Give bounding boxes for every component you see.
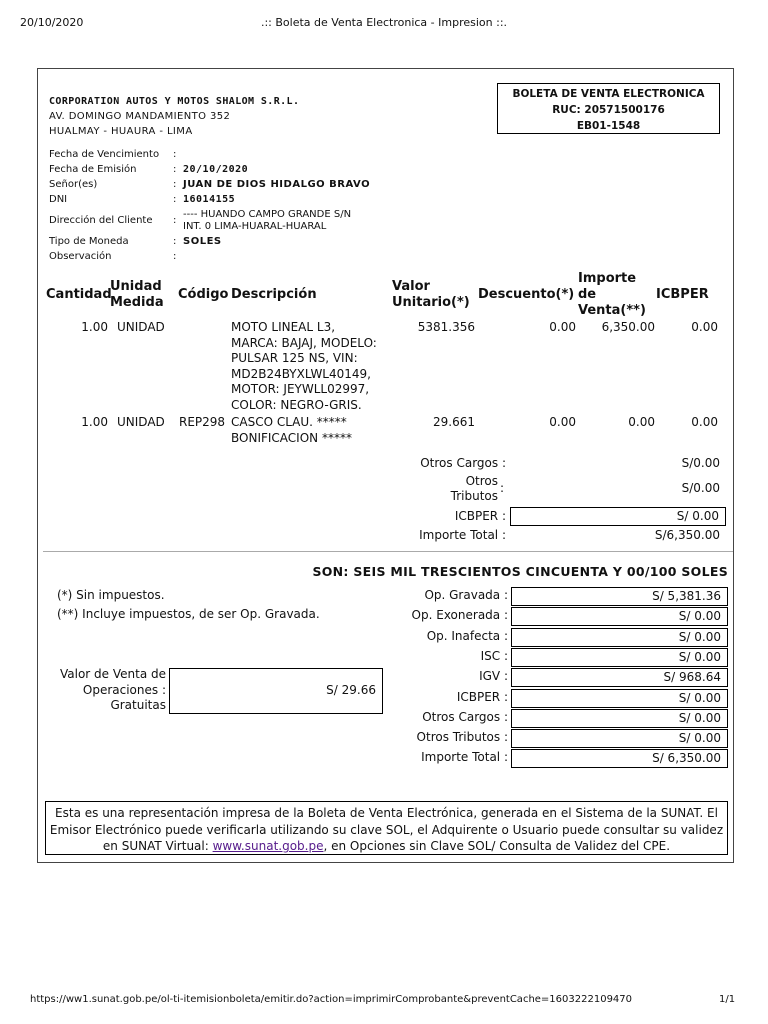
amount-in-words: SON: SEIS MIL TRESCIENTOS CINCUENTA Y 00/100 SOLES <box>312 564 728 579</box>
row1-unidad: UNIDAD <box>117 320 165 334</box>
th-valor <box>392 279 470 311</box>
print-url: https://ww1.sunat.gob.pe/ol-ti-itemisionboleta/emitir.do?action=imprimirComprobante&preventCache=1603222109470 <box>30 994 633 1005</box>
th-codigo: Código <box>178 287 229 302</box>
row2-unidad: UNIDAD <box>117 415 165 429</box>
page-number: 1/1 <box>719 994 736 1005</box>
th-unidad <box>110 279 164 311</box>
th-descripcion: Descripción <box>231 287 317 302</box>
desc-line: PULSAR 125 NS, VIN: <box>231 351 358 365</box>
th-valor-line: Unitario(*) <box>392 295 470 310</box>
company-name: CORPORATION AUTOS Y MOTOS SHALOM S.R.L. <box>49 96 300 107</box>
otros-tributos-line: Tributos <box>450 489 498 503</box>
th-unidad-line: Unidad <box>110 279 162 294</box>
document-number: EB01-1548 <box>576 120 641 132</box>
importe-total-sub-label: Importe Total : <box>419 528 506 542</box>
legal-note-text: , en Opciones sin Clave SOL/ Consulta de Validez del CPE. <box>323 839 671 853</box>
total-label: Op. Gravada : <box>424 588 508 602</box>
row1-cantidad: 1.00 <box>81 320 108 334</box>
total-value: S/ 0.00 <box>511 648 728 667</box>
total-value: S/ 0.00 <box>511 628 728 647</box>
observacion-label: Observación <box>49 251 112 262</box>
total-label: Op. Exonerada : <box>411 608 508 622</box>
icbper-sub-value: S/ 0.00 <box>510 507 726 526</box>
row1-descripcion <box>231 320 377 413</box>
direccion-label: Dirección del Cliente <box>49 215 153 226</box>
legal-note-text: en SUNAT Virtual: <box>102 839 213 853</box>
th-importe-line: Importe <box>578 271 637 286</box>
row2-importe: 0.00 <box>628 415 655 429</box>
document-type: BOLETA DE VENTA ELECTRONICA <box>512 88 705 100</box>
colon: : <box>173 236 177 247</box>
legal-note-line <box>46 838 727 855</box>
row2-descuento: 0.00 <box>549 415 576 429</box>
page-title: .:: Boleta de Venta Electronica - Impresion ::. <box>260 16 508 29</box>
row2-icbper: 0.00 <box>691 415 718 429</box>
total-value: S/ 0.00 <box>511 729 728 748</box>
total-value: S/ 0.00 <box>511 607 728 626</box>
total-label: Otros Cargos : <box>422 710 508 724</box>
sunat-link[interactable]: www.sunat.gob.pe <box>212 839 324 853</box>
desc-line: COLOR: NEGRO-GRIS. <box>231 397 362 412</box>
desc-line: CASCO CLAU. ***** <box>231 415 347 429</box>
desc-line: MD2B24BYXLWL40149, <box>231 366 371 381</box>
desc-line: MOTOR: JEYWLL02997, <box>231 382 370 396</box>
colon: : <box>173 179 177 190</box>
colon: : <box>173 149 177 160</box>
row2-codigo: REP298 <box>179 415 226 429</box>
dni-value: 16014155 <box>183 194 236 205</box>
desc-line: BONIFICACION ***** <box>231 430 352 445</box>
otros-tributos-line: Otros <box>465 474 498 488</box>
row2-valor: 29.661 <box>433 415 475 429</box>
document-id-box <box>497 83 720 134</box>
th-unidad-line: Medida <box>110 295 164 310</box>
th-cantidad: Cantidad <box>46 287 112 302</box>
total-label: IGV : <box>479 669 508 683</box>
otros-tributos-value: S/0.00 <box>681 481 720 495</box>
gratuitas-label-line: Valor de Venta de <box>59 667 166 681</box>
icbper-sub-label: ICBPER : <box>454 509 506 523</box>
th-icbper: ICBPER <box>656 287 709 302</box>
emision-label: Fecha de Emisión <box>49 164 137 175</box>
total-label: Otros Tributos : <box>416 730 508 744</box>
direccion-value <box>183 209 351 233</box>
row1-importe: 6,350.00 <box>601 320 655 334</box>
colon: : <box>500 481 505 495</box>
total-value: S/ 6,350.00 <box>511 749 728 768</box>
legal-note <box>45 801 728 855</box>
gratuitas-label-line: Gratuitas <box>110 698 166 712</box>
print-date: 20/10/2020 <box>20 16 84 29</box>
desc-line: MOTO LINEAL L3, <box>231 320 336 334</box>
total-label: Importe Total : <box>421 750 508 764</box>
row1-icbper: 0.00 <box>691 320 718 334</box>
company-city: HUALMAY - HUAURA - LIMA <box>49 126 193 137</box>
direccion-line-1: ---- HUANDO CAMPO GRANDE S/N <box>183 209 352 220</box>
gratuitas-label <box>40 667 166 714</box>
dni-label: DNI <box>49 194 68 205</box>
th-descuento: Descuento(*) <box>478 287 575 302</box>
th-importe <box>578 271 646 319</box>
vencimiento-label: Fecha de Vencimiento <box>49 149 160 160</box>
document-ruc: RUC: 20571500176 <box>552 104 665 116</box>
moneda-value: SOLES <box>183 236 222 247</box>
th-importe-line: Venta(**) <box>578 303 646 318</box>
moneda-label: Tipo de Moneda <box>49 236 129 247</box>
th-importe-line: de <box>578 287 597 302</box>
colon: : <box>173 164 177 175</box>
total-value: S/ 968.64 <box>511 668 728 687</box>
total-label: ISC : <box>480 649 508 663</box>
otros-cargos-value: S/0.00 <box>681 456 720 470</box>
gratuitas-value: S/ 29.66 <box>169 668 383 714</box>
company-address: AV. DOMINGO MANDAMIENTO 352 <box>49 111 231 122</box>
total-value: S/ 5,381.36 <box>511 587 728 606</box>
otros-cargos-label: Otros Cargos : <box>420 456 506 470</box>
note-incluye-impuestos: (**) Incluye impuestos, de ser Op. Gravada. <box>57 607 320 621</box>
senor-value: JUAN DE DIOS HIDALGO BRAVO <box>183 179 371 190</box>
total-value: S/ 0.00 <box>511 709 728 728</box>
emision-value: 20/10/2020 <box>183 164 249 175</box>
colon: : <box>173 215 177 226</box>
legal-note-line: Emisor Electrónico puede verificarla utilizando su clave SOL, el Adquirente o Usuario puede consultar su validez <box>49 822 724 837</box>
total-value: S/ 0.00 <box>511 689 728 708</box>
direccion-line-2: INT. 0 LIMA-HUARAL-HUARAL <box>183 221 327 232</box>
th-valor-line: Valor <box>392 279 430 294</box>
colon: : <box>173 251 177 262</box>
row1-descuento: 0.00 <box>549 320 576 334</box>
gratuitas-label-line: Operaciones : <box>82 682 166 697</box>
note-sin-impuestos: (*) Sin impuestos. <box>57 588 165 602</box>
total-label: Op. Inafecta : <box>426 629 508 643</box>
legal-note-line: Esta es una representación impresa de la Boleta de Venta Electrónica, generada en el Sistema de la SUNAT. El <box>55 806 718 820</box>
otros-tributos-label <box>380 474 498 504</box>
desc-line: MARCA: BAJAJ, MODELO: <box>231 335 377 350</box>
divider <box>43 551 733 552</box>
total-label: ICBPER : <box>456 690 508 704</box>
senor-label: Señor(es) <box>49 179 98 190</box>
row2-cantidad: 1.00 <box>81 415 108 429</box>
colon: : <box>173 194 177 205</box>
importe-total-sub-value: S/6,350.00 <box>654 528 720 542</box>
row1-valor: 5381.356 <box>417 320 475 334</box>
row2-descripcion <box>231 415 352 446</box>
